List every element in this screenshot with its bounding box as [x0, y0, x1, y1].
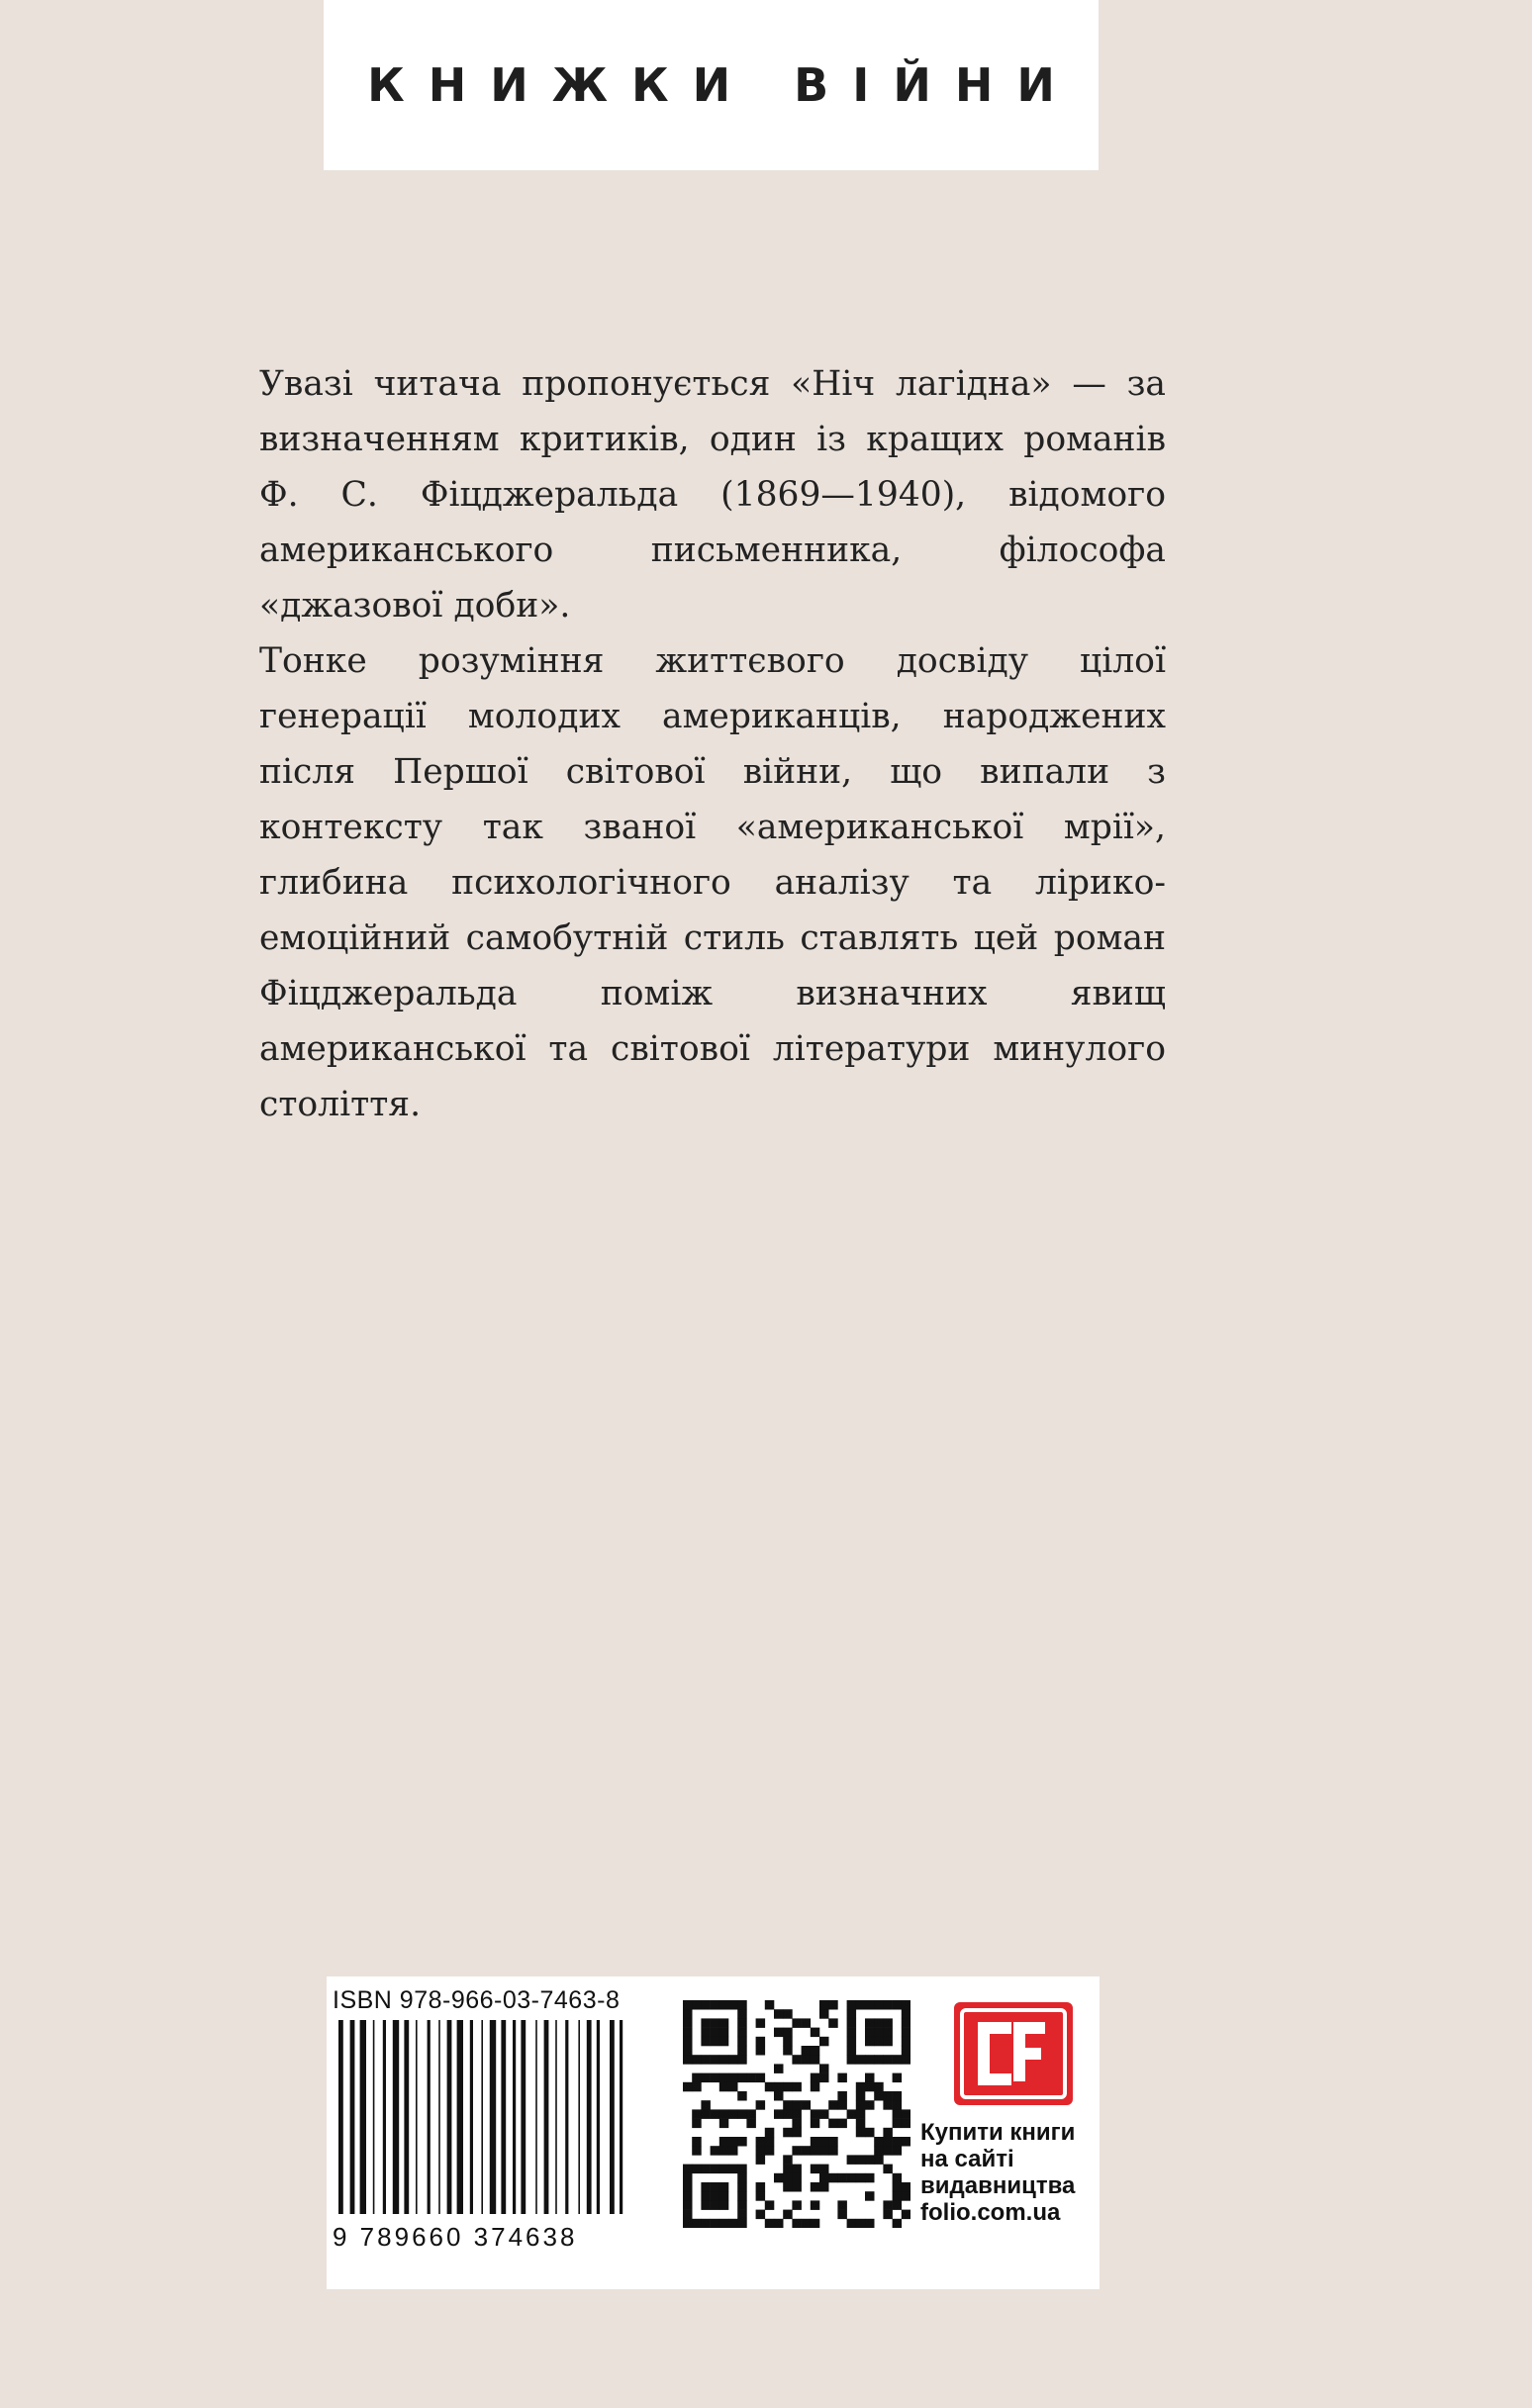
book-description: [259, 356, 1166, 1132]
description-paragraph-2: Тонке розуміння життєвого досвіду цілої генерації молодих американців, народжених після Першої світової війни, що випали з контексту так званої «американської мрії», глибина психологічного аналізу та лірико-емоційний самобутній стиль ставлять цей роман Фіцджеральда поміж визначних явищ американської та світової літератури минулого століття.: [259, 641, 1166, 1124]
series-header: [324, 0, 1099, 170]
description-paragraph-1: Увазі читача пропонується «Ніч лагідна» — за визначенням критиків, один із кращих романів Ф. С. Фіцджеральда (1869—1940), відомого американського письменника, філософа «джазової доби».: [259, 364, 1166, 626]
barcode-panel: [327, 1976, 1100, 2289]
buy-line-2: на сайті: [920, 2146, 1014, 2172]
buy-line-3: видавництва: [920, 2172, 1076, 2199]
ean-digits: 9 789660 374638: [333, 2222, 578, 2252]
folio-logo-icon: [954, 2002, 1073, 2105]
series-title: КНИЖКИ ВІЙНИ: [367, 58, 1079, 112]
barcode-icon: [335, 2020, 651, 2218]
buy-online-text: [920, 2119, 1099, 2226]
isbn-label: ISBN 978-966-03-7463-8: [333, 1986, 621, 2014]
buy-line-1: Купити книги: [920, 2119, 1076, 2146]
buy-line-url[interactable]: folio.com.ua: [920, 2199, 1061, 2226]
qr-code-icon[interactable]: [683, 2000, 910, 2228]
